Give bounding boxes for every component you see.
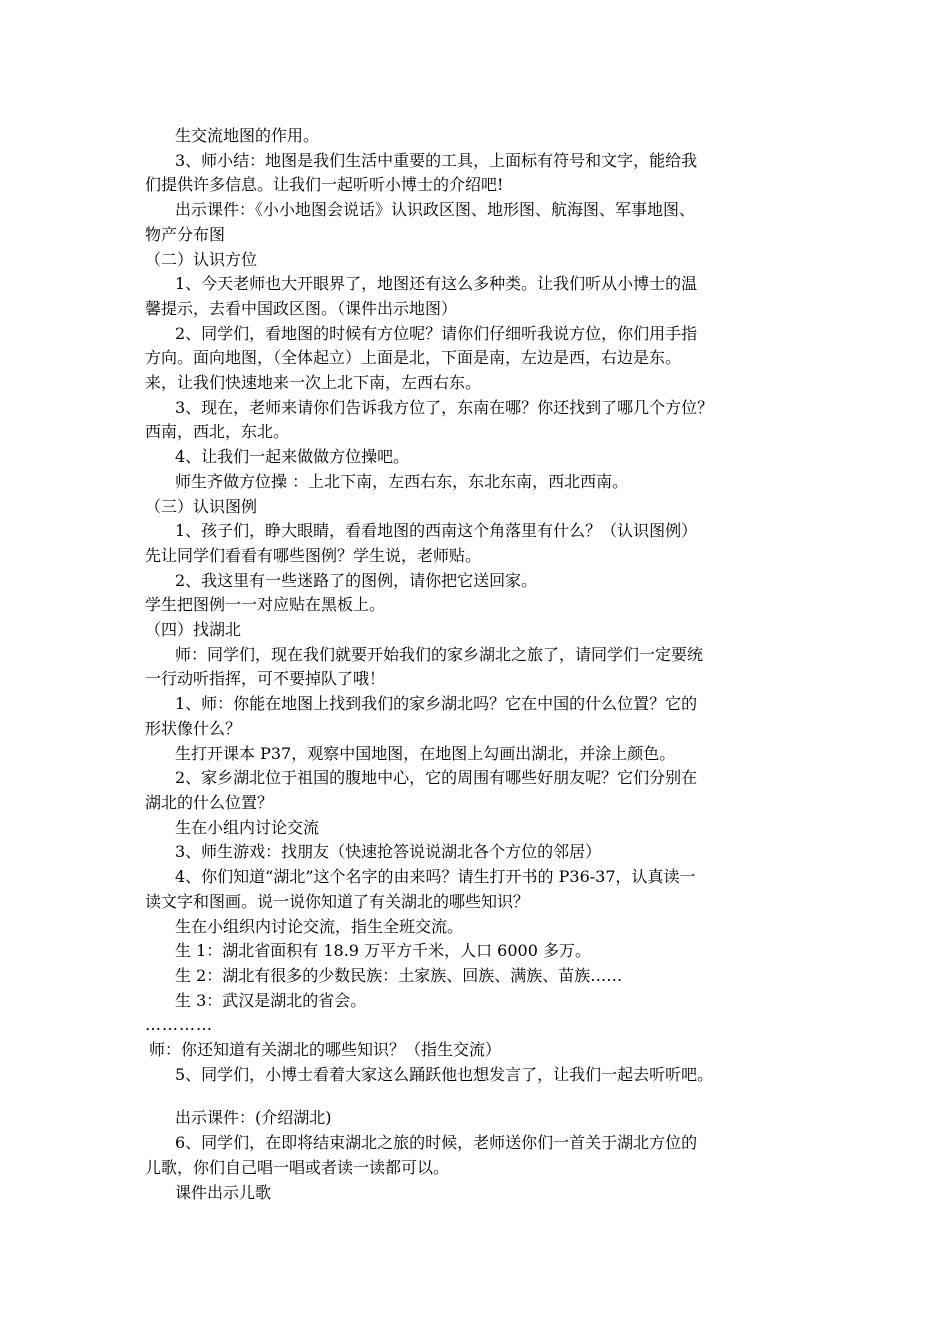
paragraph-line: 形状像什么？ xyxy=(145,718,242,738)
paragraph-line: 师：同学们，现在我们就要开始我们的家乡湖北之旅了，请同学们一定要统 xyxy=(175,644,704,664)
paragraph-line: 3、师小结：地图是我们生活中重要的工具，上面标有符号和文字，能给我 xyxy=(175,150,698,170)
paragraph-line: 4、你们知道“湖北”这个名字的由来吗？请生打开书的 P36-37，认真读一 xyxy=(175,867,696,887)
paragraph-line: 出示课件：(介绍湖北) xyxy=(175,1108,332,1128)
paragraph-line: 3、师生游戏：找朋友（快速抢答说说湖北各个方位的邻居） xyxy=(175,842,602,862)
paragraph-line: 4、让我们一起来做做方位操吧。 xyxy=(175,447,410,467)
paragraph-line: 湖北的什么位置？ xyxy=(145,792,274,812)
paragraph-line: 1、孩子们，睁大眼睛，看看地图的西南这个角落里有什么？（认识图例） xyxy=(175,521,698,541)
paragraph-line: 生 1：湖北省面积有 18.9 万平方千米，人口 6000 多万。 xyxy=(175,941,591,961)
paragraph-line: 师：你还知道有关湖北的哪些知识？（指生交流） xyxy=(149,1040,502,1060)
paragraph-line: 生 2：湖北有很多的少数民族：土家族、回族、满族、苗族…… xyxy=(175,965,623,985)
section-heading: （二）认识方位 xyxy=(145,249,258,269)
section-heading: （四）找湖北 xyxy=(145,620,242,640)
paragraph-line: 一行动听指挥，可不要掉队了哦！ xyxy=(145,669,386,689)
paragraph-line: 5、同学们，小博士看着大家这么踊跃他也想发言了，让我们一起去听听吧。 xyxy=(175,1064,714,1084)
paragraph-line: 1、今天老师也大开眼界了，地图还有这么多种类。让我们听从小博士的温 xyxy=(175,274,698,294)
paragraph-line: 3、现在，老师来请你们告诉我方位了，东南在哪？你还找到了哪几个方位？ xyxy=(175,397,714,417)
paragraph-line: 馨提示，去看中国政区图。（课件出示地图） xyxy=(145,298,458,318)
section-heading: （三）认识图例 xyxy=(145,496,258,516)
paragraph-line: 出示课件：《小小地图会说话》认识政区图、地形图、航海图、军事地图、 xyxy=(175,200,696,220)
ellipsis-line: ………… xyxy=(145,1015,213,1035)
paragraph-line: 方向。面向地图，（全体起立）上面是北，下面是南，左边是西，右边是东。 xyxy=(145,348,682,368)
paragraph-line: 生在小组内讨论交流 xyxy=(175,817,320,837)
paragraph-line: 来，让我们快速地来一次上北下南，左西右东。 xyxy=(145,373,482,393)
paragraph-line: 生交流地图的作用。 xyxy=(175,126,320,145)
paragraph-line: 物产分布图 xyxy=(145,224,226,244)
blank-line xyxy=(145,1087,825,1106)
paragraph-line: 生在小组织内讨论交流，指生全班交流。 xyxy=(175,916,464,936)
lesson-plan-text xyxy=(145,124,825,1205)
paragraph-line: 先让同学们看看有哪些图例？学生说，老师贴。 xyxy=(145,545,482,565)
paragraph-line: 生 3：武汉是湖北的省会。 xyxy=(175,990,367,1010)
paragraph-line: 师生齐做方位操 ：上北下南，左西右东，东北东南，西北西南。 xyxy=(175,471,629,491)
paragraph-line: 2、同学们，看地图的时候有方位呢？请你们仔细听我说方位，你们用手指 xyxy=(175,323,698,343)
paragraph-line: 学生把图例一一对应贴在黑板上。 xyxy=(145,595,386,615)
paragraph-line: 6、同学们，在即将结束湖北之旅的时候，老师送你们一首关于湖北方位的 xyxy=(175,1133,698,1153)
paragraph-line: 课件出示儿歌 xyxy=(175,1182,272,1202)
paragraph-line: 2、家乡湖北位于祖国的腹地中心，它的周围有哪些好朋友呢？它们分别在 xyxy=(175,768,698,788)
paragraph-line: 西南，西北，东北。 xyxy=(145,422,290,442)
paragraph-line: 儿歌，你们自己唱一唱或者读一读都可以。 xyxy=(145,1157,450,1177)
paragraph-line: 1、师：你能在地图上找到我们的家乡湖北吗？它在中国的什么位置？它的 xyxy=(175,694,698,714)
paragraph-line: 生打开课本 P37，观察中国地图，在地图上勾画出湖北，并涂上颜色。 xyxy=(175,743,676,763)
paragraph-line: 们提供许多信息。让我们一起听听小博士的介绍吧! xyxy=(145,175,504,195)
paragraph-line: 读文字和图画。说一说你知道了有关湖北的哪些知识？ xyxy=(145,891,530,911)
paragraph-line: 2、我这里有一些迷路了的图例，请你把它送回家。 xyxy=(175,570,538,590)
